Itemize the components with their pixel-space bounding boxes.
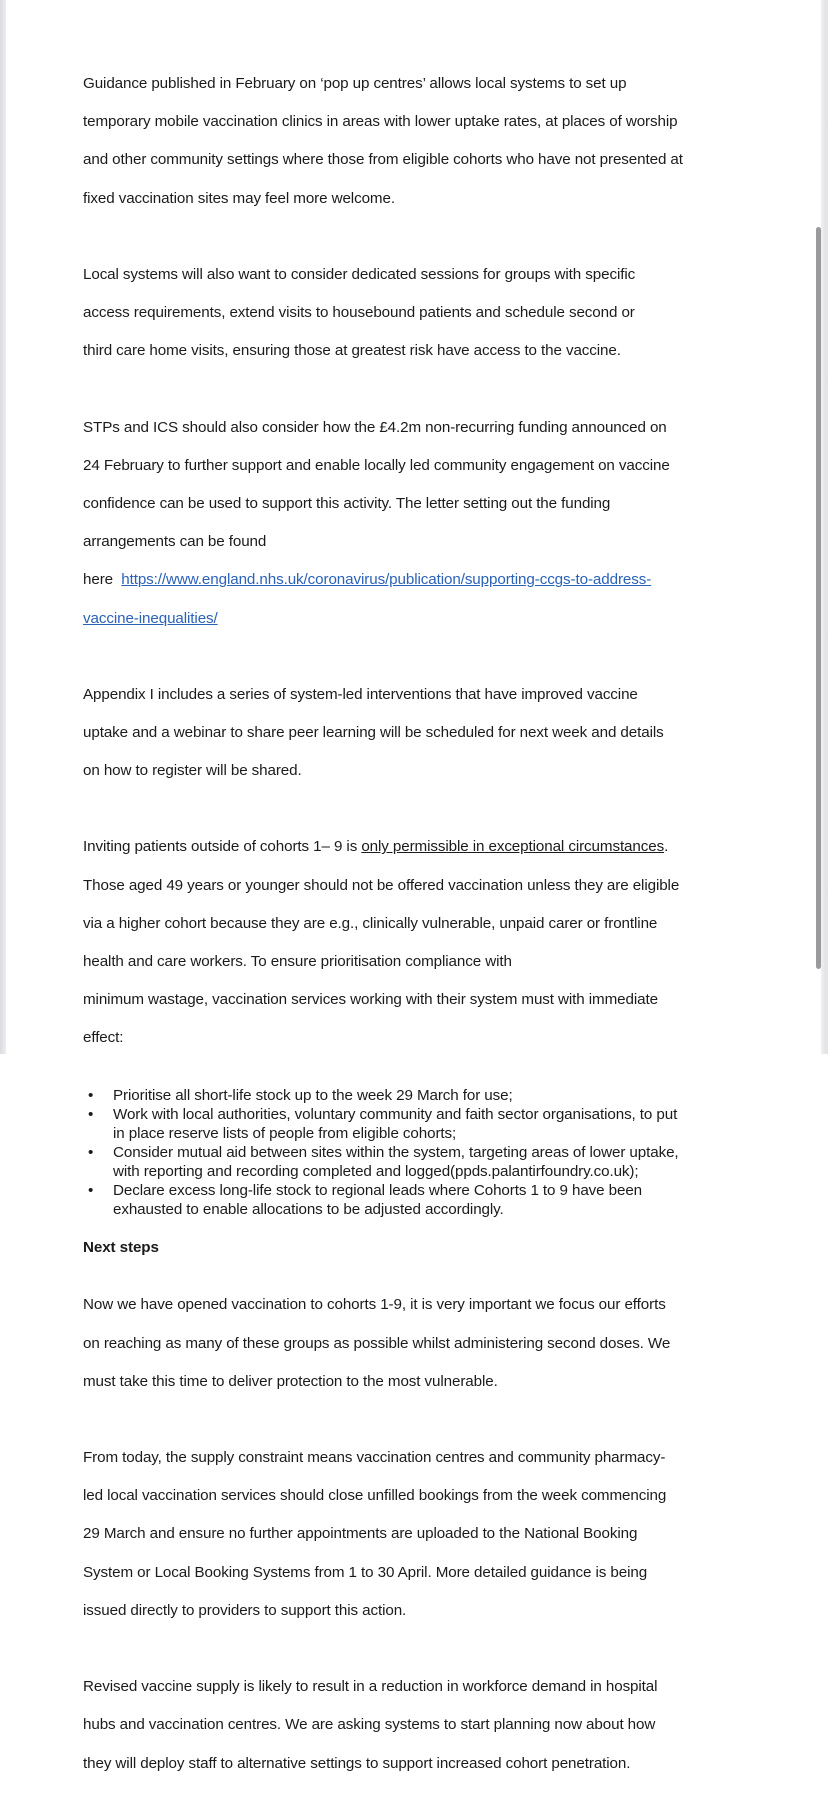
document-page	[83, 55, 755, 1811]
bullet-icon: •	[88, 1182, 94, 1200]
text-line: health and care workers. To ensure prioritisation compliance with	[83, 953, 512, 971]
text-line	[83, 609, 755, 628]
text-fragment: .	[664, 838, 669, 856]
underlined-emphasis: only permissible in exceptional circumstances	[361, 838, 665, 856]
next-steps-heading: Next steps	[83, 1239, 159, 1257]
list-item	[83, 1181, 755, 1219]
text-line: and other community settings where those from eligible cohorts who have not presented at	[83, 151, 683, 169]
page-left-edge	[0, 0, 6, 1054]
text-line: access requirements, extend visits to housebound patients and schedule second or	[83, 304, 635, 322]
action-bullet-list	[83, 1086, 755, 1220]
list-item	[83, 1086, 755, 1105]
text-line: must take this time to deliver protection to the most vulnerable.	[83, 1372, 498, 1390]
text-line: Revised vaccine supply is likely to result in a reduction in workforce demand in hospital	[83, 1678, 658, 1696]
funding-letter-link-continued[interactable]: vaccine-inequalities/	[83, 609, 218, 627]
text-line: Appendix I includes a series of system-led interventions that have improved vaccine	[83, 685, 638, 703]
text-line: temporary mobile vaccination clinics in areas with lower uptake rates, at places of worship	[83, 113, 678, 131]
paragraph-dedicated-sessions	[83, 246, 755, 380]
funding-letter-link[interactable]: https://www.england.nhs.uk/coronavirus/publication/supporting-ccgs-to-address-	[121, 571, 652, 589]
paragraph-appendix	[83, 666, 755, 800]
text-line: fixed vaccination sites may feel more welcome.	[83, 189, 395, 207]
here-text: here	[83, 571, 118, 589]
text-line: Local systems will also want to consider dedicated sessions for groups with specific	[83, 265, 636, 283]
list-item	[83, 1105, 755, 1143]
text-line: 24 February to further support and enable locally led community engagement on vaccine	[83, 456, 670, 474]
text-line: led local vaccination services should close unfilled bookings from the week commencing	[83, 1487, 667, 1505]
text-line: arrangements can be found	[83, 533, 267, 551]
text-line: From today, the supply constraint means vaccination centres and community pharmacy-	[83, 1449, 666, 1467]
text-line	[83, 570, 755, 589]
text-line: Guidance published in February on ‘pop up centres’ allows local systems to set up	[83, 75, 627, 93]
text-line: third care home visits, ensuring those at greatest risk have access to the vaccine.	[83, 342, 621, 360]
text-line: exhausted to enable allocations to be adjusted accordingly.	[113, 1201, 504, 1219]
text-line: 29 March and ensure no further appointments are uploaded to the National Booking	[83, 1525, 638, 1543]
bullet-icon: •	[88, 1086, 94, 1104]
text-line	[83, 837, 755, 856]
text-line: they will deploy staff to alternative settings to support increased cohort penetration.	[83, 1754, 631, 1772]
page-right-edge	[821, 0, 828, 1054]
text-line: in place reserve lists of people from eligible cohorts;	[113, 1124, 457, 1142]
text-line: with reporting and recording completed and logged(ppds.palantirfoundry.co.uk);	[113, 1162, 639, 1180]
text-line: uptake and a webinar to share peer learning will be scheduled for next week and details	[83, 724, 664, 741]
paragraph-funding	[83, 399, 755, 647]
list-item	[83, 1143, 755, 1181]
text-line: via a higher cohort because they are e.g., clinically vulnerable, unpaid carer or frontline	[83, 914, 658, 932]
text-line: Declare excess long-life stock to regional leads where Cohorts 1 to 9 have been	[113, 1182, 643, 1200]
text-line: Those aged 49 years or younger should not be offered vaccination unless they are eligible	[83, 876, 680, 894]
bullet-icon: •	[88, 1105, 94, 1123]
text-line: Consider mutual aid between sites within the system, targeting areas of lower uptake,	[113, 1143, 679, 1161]
text-fragment: Inviting patients outside of cohorts 1– 9 is	[83, 838, 362, 856]
paragraph-workforce	[83, 1658, 755, 1792]
paragraph-pop-up-centres	[83, 55, 755, 227]
text-line: on how to register will be shared.	[83, 762, 302, 780]
vertical-scrollbar-thumb[interactable]	[816, 227, 821, 969]
paragraph-next-steps-focus	[83, 1276, 755, 1410]
text-line: effect:	[83, 1029, 124, 1047]
text-line: Prioritise all short-life stock up to the week 29 March for use;	[113, 1086, 513, 1104]
text-line: Work with local authorities, voluntary community and faith sector organisations, to put	[113, 1105, 678, 1123]
text-line: issued directly to providers to support this action.	[83, 1601, 407, 1619]
text-line: System or Local Booking Systems from 1 to 30 April. More detailed guidance is being	[83, 1563, 648, 1581]
bullet-icon: •	[88, 1143, 94, 1161]
paragraph-cohorts	[83, 818, 755, 1066]
text-line: Now we have opened vaccination to cohorts 1-9, it is very important we focus our efforts	[83, 1296, 666, 1314]
text-line: confidence can be used to support this activity. The letter setting out the funding	[83, 494, 611, 512]
text-line: hubs and vaccination centres. We are asking systems to start planning now about how	[83, 1716, 656, 1734]
text-line: on reaching as many of these groups as possible whilst administering second doses. We	[83, 1334, 671, 1352]
paragraph-supply-constraint	[83, 1429, 755, 1639]
text-line: minimum wastage, vaccination services working with their system must with immediate	[83, 991, 658, 1009]
text-line: STPs and ICS should also consider how the £4.2m non-recurring funding announced on	[83, 418, 667, 436]
